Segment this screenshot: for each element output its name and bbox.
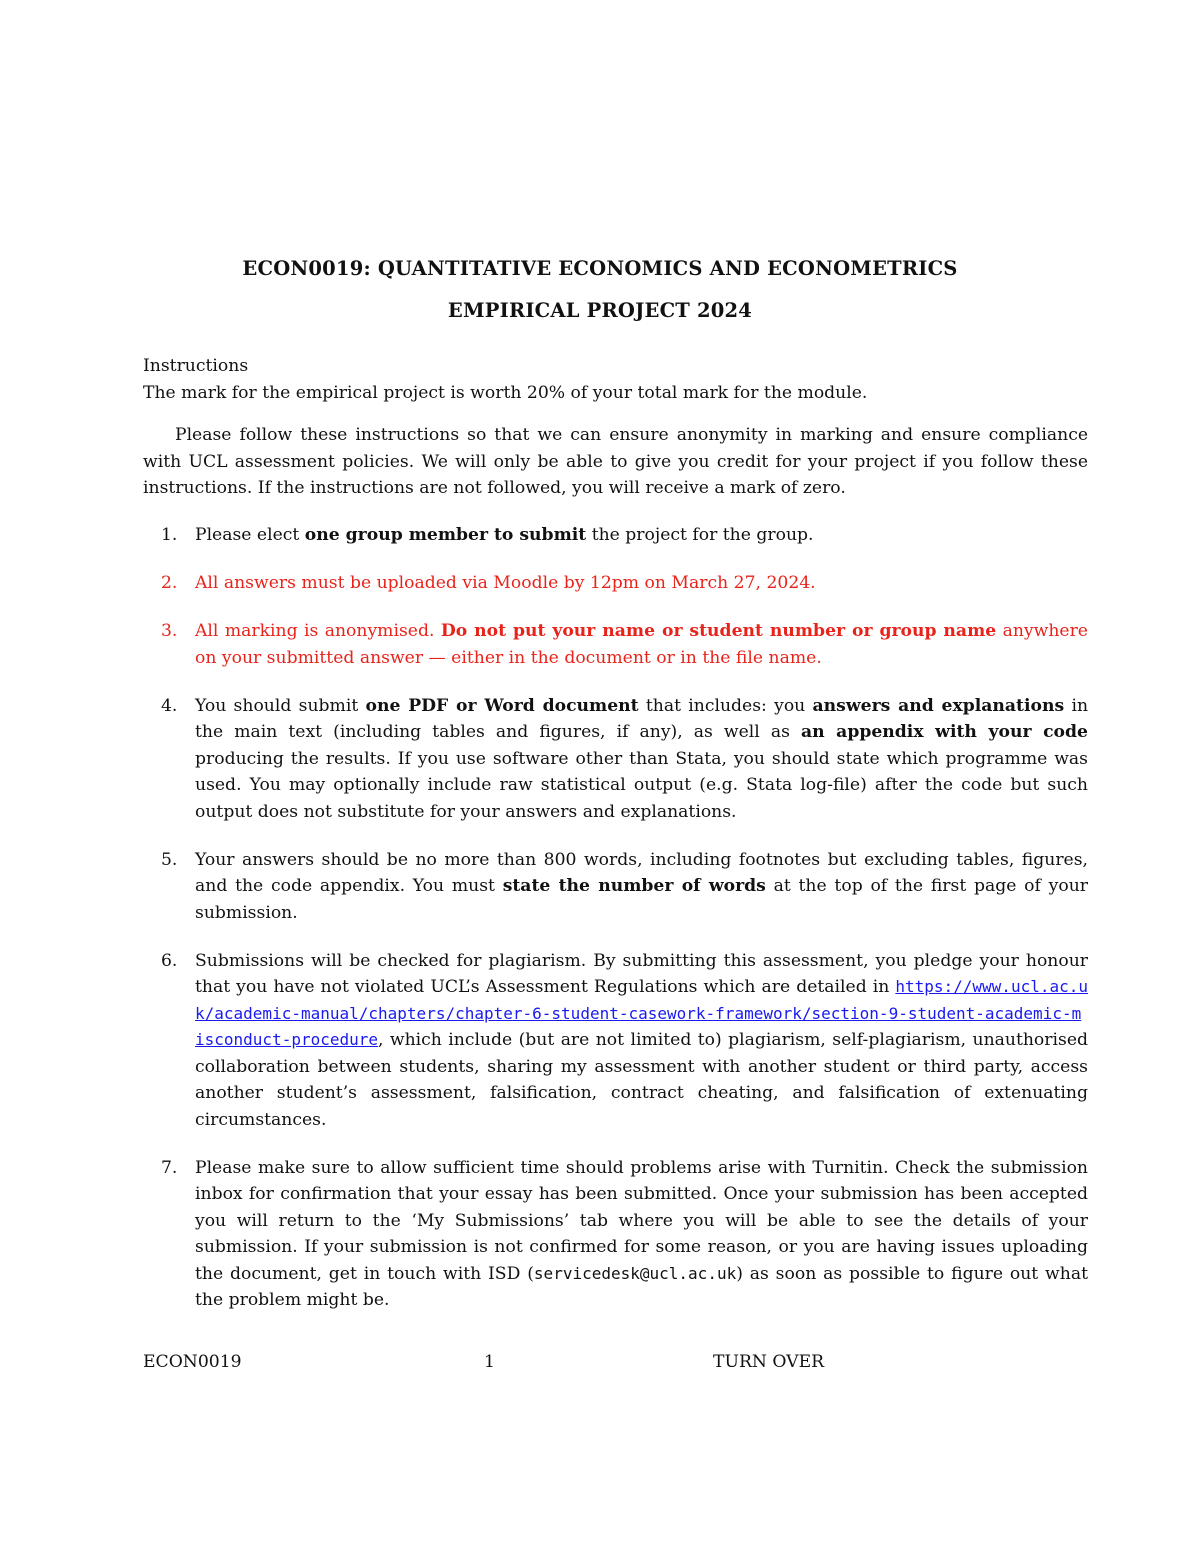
servicedesk-email: servicedesk@ucl.ac.uk <box>533 1263 737 1283</box>
item-text: the project for the group. <box>586 525 814 545</box>
item-text: Submissions will be checked for plagiarism. By submitting this assessment, you pledge your honour that you have not violated UCL’s Assessment Regulations which are detailed in <box>195 950 1088 997</box>
paragraph-text: Please follow these instructions so that we can ensure anonymity in marking and ensure compliance with UCL assessment policies. We will only be able to give you credit for your project if you follow these instructions. If the instructions are not followed, you will receive a mark of zero. <box>143 425 1088 498</box>
item-text: at the top of the first page of your submission. <box>195 876 1088 923</box>
list-item <box>143 522 1088 549</box>
item-text: that includes: you <box>638 695 813 716</box>
instructions-heading: Instructions <box>143 356 249 376</box>
footer-page-number: 1 <box>484 1352 495 1372</box>
item-number: 7. <box>161 1157 178 1178</box>
item-number: 2. <box>161 573 178 593</box>
item-number: 3. <box>161 621 178 641</box>
item-text: in the main text (including tables and figures, if any), as well as <box>195 695 1089 742</box>
list-item <box>143 693 1088 826</box>
item-text: anywhere on your submitted answer — either in the document or in the file name. <box>195 621 1088 668</box>
footer-turn-over: TURN OVER <box>713 1352 825 1372</box>
document-title: ECON0019: QUANTITATIVE ECONOMICS AND ECONOMETRICS <box>242 257 958 280</box>
item-text: Please make sure to allow sufficient time should problems arise with Turnitin. Check the submission inbox for confirmation that your essay has been submitted. Once your submission has been accepted you will return to the ‘My Submissions’ tab where you will be able to see the details of your submission. If your submission is not confirmed for some reason, or you are having issues uploading the document, get in touch with ISD ( <box>195 1157 1088 1284</box>
instructions-intro: The mark for the empirical project is worth 20% of your total mark for the module. <box>143 383 868 403</box>
item-text: Your answers should be no more than 800 words, including footnotes but excluding tables, figures, and the code appendix. You must <box>195 849 1088 896</box>
item-text: You should submit <box>195 695 366 716</box>
item-text: All answers must be uploaded via Moodle by 12pm on March 27, 2024. <box>195 573 816 593</box>
item-text: Please elect <box>195 525 305 545</box>
item-emphasis: Do not put your name or student number or group name <box>440 621 997 641</box>
item-text: All marking is anonymised. <box>195 621 441 641</box>
item-number: 5. <box>161 849 178 870</box>
document-subtitle: EMPIRICAL PROJECT 2024 <box>447 299 753 322</box>
item-emphasis: an appendix with your code <box>800 722 1088 742</box>
instructions-list <box>143 522 1088 1335</box>
item-number: 1. <box>161 525 178 545</box>
item-text: producing the results. If you use software other than Stata, you should state which programme was used. You may optionally include raw statistical output (e.g. Stata log-file) after the code but such output does not substitute for your answers and explanations. <box>195 748 1088 822</box>
list-item <box>143 618 1088 671</box>
list-item <box>143 1155 1088 1314</box>
instructions-paragraph <box>143 422 1088 502</box>
item-emphasis: answers and explanations <box>812 695 1065 716</box>
item-emphasis: one PDF or Word document <box>365 695 639 716</box>
list-item <box>143 948 1088 1134</box>
list-item <box>143 847 1088 927</box>
item-number: 6. <box>161 950 178 971</box>
item-emphasis: state the number of words <box>502 876 766 896</box>
regulations-link[interactable]: https://www.ucl.ac.uk/academic-manual/chapters/chapter-6-student-casework-framework/section-9-student-academic-misconduct-procedure <box>195 977 1088 1049</box>
footer-course-code: ECON0019 <box>143 1352 242 1372</box>
list-item <box>143 570 1088 597</box>
item-text: ) as soon as possible to figure out what the problem might be. <box>195 1263 1088 1310</box>
item-number: 4. <box>161 695 178 716</box>
item-text: , which include (but are not limited to) plagiarism, self-plagiarism, unauthorised collaboration between students, sharing my assessment with another student or third party, access another student’s assessment, falsification, contract cheating, and falsification of extenuating circumstances. <box>195 1030 1088 1130</box>
item-emphasis: one group member to submit <box>304 525 587 545</box>
